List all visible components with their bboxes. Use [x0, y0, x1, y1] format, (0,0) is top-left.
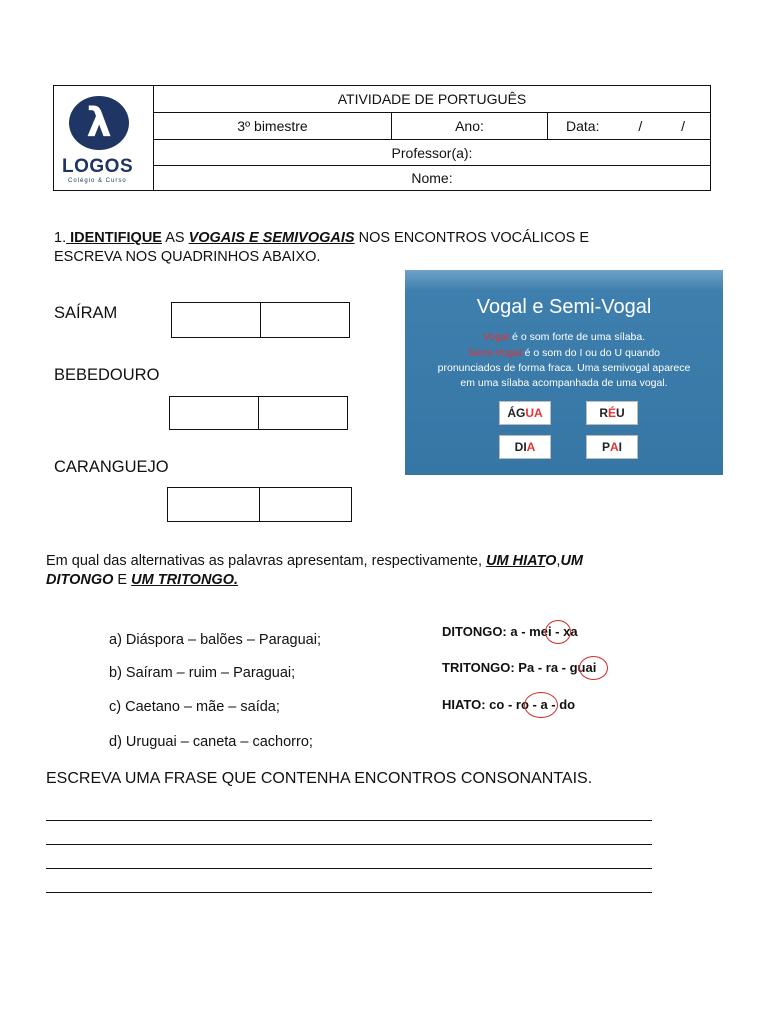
slide-title: Vogal e Semi-Vogal [476, 296, 652, 318]
answer-box-bebedouro[interactable] [169, 396, 348, 430]
data-cell[interactable] [548, 113, 710, 139]
professor-label: Professor(a): [391, 144, 473, 161]
slide-example-pai [586, 435, 638, 459]
q1-instruction [54, 229, 654, 267]
q3-prompt: ESCREVA UMA FRASE QUE CONTENHA ENCONTROS CONSONANTAIS. [46, 770, 593, 787]
q2-text: Em qual das alternativas as palavras apresentam, respectivamente, [46, 553, 487, 569]
logo [54, 86, 154, 190]
slide-line-3: pronunciados de forma fraca. Uma semivogal aparece [437, 362, 691, 374]
q2-e: E [113, 572, 132, 588]
activity-title: ATIVIDADE DE PORTUGUÊS [337, 91, 527, 107]
slide-vogal: Vogal [482, 331, 510, 343]
syl: R [599, 406, 608, 420]
q2-tritongo: UM TRITONGO. [131, 572, 239, 588]
nome-label: Nome: [411, 170, 453, 186]
syl: D [514, 440, 524, 454]
syl: A [534, 406, 543, 420]
answer-line-2[interactable] [46, 844, 652, 845]
word-sairam: SAÍRAM [54, 304, 118, 322]
slide-example-reu [586, 401, 638, 425]
ring-guai [579, 656, 608, 680]
syl: I [618, 440, 623, 454]
ano-label: Ano: [455, 118, 484, 134]
syl: I [523, 440, 527, 454]
q1-vogais: VOGAIS E SEMIVOGAIS [188, 230, 355, 246]
answer-line-1[interactable] [46, 820, 652, 821]
slide-line-1 [405, 330, 723, 344]
slide-semivogal: Semi-Vogal [467, 347, 522, 359]
option-b[interactable]: b) Saíram – ruim – Paraguai; [109, 665, 296, 681]
answer-line-4[interactable] [46, 892, 652, 893]
logo-name: LOGOS [62, 156, 134, 177]
header-table [53, 85, 711, 191]
slide-text: é o som do I ou do U quando [521, 347, 661, 359]
q2-hiato: UM HIAT [486, 553, 546, 569]
syl: É [607, 406, 616, 420]
word-caranguejo: CARANGUEJO [54, 458, 169, 476]
option-a[interactable]: a) Diáspora – balões – Paraguai; [109, 632, 321, 648]
syl: P [601, 440, 610, 454]
option-d[interactable]: d) Uruguai – caneta – cachorro; [109, 734, 313, 750]
header-info-row [154, 113, 710, 140]
slide-text: é o som forte de uma sílaba. [509, 331, 646, 343]
answer-cell[interactable] [170, 397, 259, 429]
syl: U [616, 406, 625, 420]
q1-rest: NOS ENCONTROS VOCÁLICOS E [354, 230, 590, 246]
q2-ditongo: DITONGO [46, 572, 114, 588]
slide-example-agua [499, 401, 551, 425]
q2-um: UM [560, 553, 584, 569]
logo-lambda-icon: λ [69, 96, 129, 150]
syl: U [525, 406, 534, 420]
word-bebedouro: BEBEDOURO [54, 366, 160, 384]
answer-cell[interactable] [172, 303, 261, 337]
bimestre-label: 3º bimestre [237, 118, 308, 134]
syl: A [610, 440, 619, 454]
syl: A [526, 440, 536, 454]
answer-line-3[interactable] [46, 868, 652, 869]
q1-as: AS [161, 230, 189, 246]
ring-mei [545, 620, 571, 644]
header-title-row [154, 86, 710, 113]
answer-cell[interactable] [260, 488, 351, 521]
answer-box-caranguejo[interactable] [167, 487, 352, 522]
data-label: Data: / / [566, 118, 686, 134]
ano-cell[interactable] [392, 113, 548, 139]
q2-o: O [545, 553, 557, 569]
slide-line-4: em uma sílaba acompanhada de uma vogal. [460, 377, 668, 389]
example-hiato: HIATO: co - ro - a - do [442, 697, 576, 712]
option-c[interactable]: c) Caetano – mãe – saída; [109, 699, 280, 715]
q2-instruction [46, 552, 686, 590]
answer-cell[interactable] [259, 397, 347, 429]
ring-ro-a [524, 692, 558, 718]
example-ditongo: DITONGO: a - mei - xa [442, 624, 578, 639]
syl: ÁG [507, 406, 526, 420]
logo-subtitle: Colégio & Curso [68, 178, 127, 184]
q1-line2: ESCREVA NOS QUADRINHOS ABAIXO. [54, 249, 321, 265]
professor-row[interactable] [154, 140, 710, 166]
answer-cell[interactable] [261, 303, 349, 337]
example-tritongo: TRITONGO: Pa - ra - guai [442, 660, 597, 675]
answer-cell[interactable] [168, 488, 260, 521]
q1-number: 1. [54, 230, 67, 246]
q2-comma: , [556, 553, 561, 569]
slide-line-2 [405, 346, 723, 360]
q1-identifique: IDENTIFIQUE [66, 230, 162, 246]
answer-box-sairam[interactable] [171, 302, 350, 338]
bimestre-cell [154, 113, 392, 139]
vogal-semivogal-slide [405, 270, 723, 475]
nome-row[interactable] [154, 166, 710, 190]
slide-example-dia [499, 435, 551, 459]
